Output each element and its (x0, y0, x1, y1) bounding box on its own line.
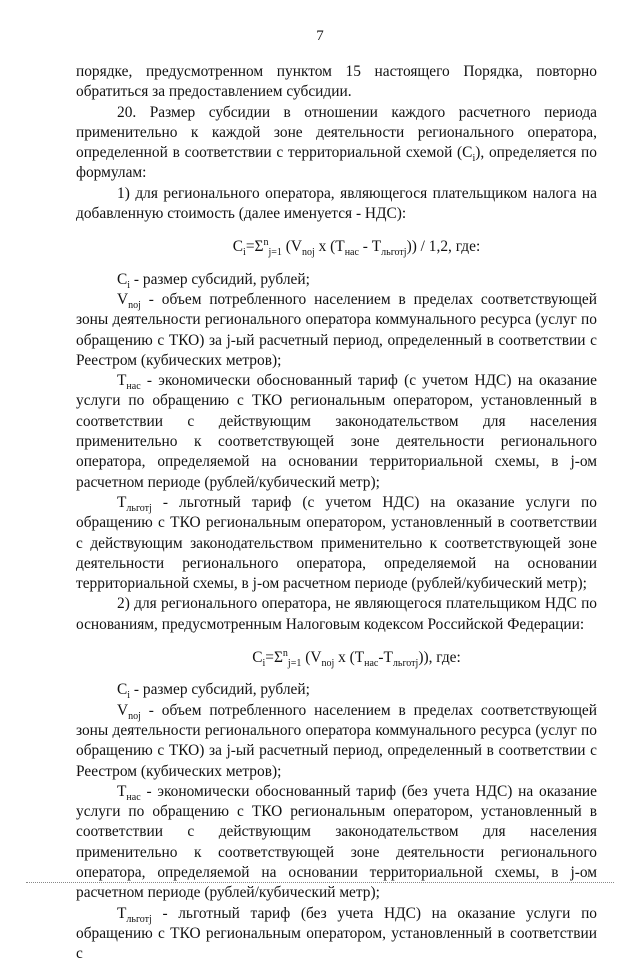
definition-t-lgot-2: $T_{льготj}$ - льготный тариф (без учета НДС) на оказание услуги по обращению с ТКО региональным оператором, установленный в соответствии с (76, 904, 597, 963)
definition-t-nas: $T_{нас}$ - экономически обоснованный тариф (с учетом НДС) на оказание услуги по обращению с ТКО региональным оператором, установленный в соответствии с действующим законодательством для населения применительно к соответствующей зоне деятельности регионального оператора, определяемой на основании территориальной схемы, в j-ом расчетном периоде (рублей/кубический метр); (76, 372, 597, 491)
page-bottom-line (26, 882, 614, 883)
document-body (76, 62, 597, 964)
definition-t-lgot: $T_{льготj}$ - льготный тариф (с учетом НДС) на оказание услуги по обращению с ТКО региональным оператором, установленный в соответствии с действующим законодательством применительно к соответствующей зоне деятельности регионального оператора, определяемой на основании территориальной схемы, в j-ом расчетном периоде (рублей/кубический метр); (76, 493, 597, 593)
paragraph-continuation: порядке, предусмотренном пунктом 15 настоящего Порядка, повторно обратиться за предоставлением субсидии. (76, 63, 597, 101)
paragraph-case-2: 2) для регионального оператора, не являющегося плательщиком НДС по основаниям, предусмотренным Налоговым кодексом Российской Федерации: (76, 595, 597, 633)
definition-v: $V_{noj}$ - объем потребленного населением в пределах соответствующей зоны деятельности регионального оператора коммунального ресурса (услуг по обращению с ТКО) за j-ый расчетный период, определенный в соответствии с Реестром (кубических метров); (76, 290, 597, 369)
definition-c: $C_i$ - размер субсидий, рублей; (117, 270, 310, 291)
formula-2: $C_i=\Sigma^n_{j=1}$ ($V_{noj}$ x $(T_{нас}-T_{льготj})$), где: (252, 647, 461, 670)
definition-v-2: $V_{noj}$ - объем потребленного населением в пределах соответствующей зоны деятельности регионального оператора коммунального ресурса (услуг по обращению с ТКО) за j-ый расчетный период, определенный в соответствии с Реестром (кубических метров); (76, 701, 597, 780)
page-number: 7 (316, 28, 324, 44)
definition-c-2: $C_i$ - размер субсидий, рублей; (117, 681, 310, 702)
formula-1: $C_i=\Sigma^n_{j=1}$ ($V_{noj}$ x $(T_{нас} - T_{льготj})) / 1,2$, где: (232, 237, 481, 259)
paragraph-case-1: 1) для регионального оператора, являющегося плательщиком налога на добавленную стоимость (далее именуется - НДС): (76, 184, 597, 223)
definition-t-nas-2: $T_{нас}$ - экономически обоснованный тариф (без учета НДС) на оказание услуги по обращению с ТКО региональным оператором, установленный в соответствии с действующим законодательством для населения применительно к соответствующей зоне деятельности регионального оператора, определяемой на основании территориальной схемы, в j-ом расчетном периоде (рублей/кубический метр); (76, 782, 597, 902)
paragraph-20: 20. Размер субсидии в отношении каждого расчетного периода применительно к каждой зоне деятельности регионального оператора, определенной в соответствии с территориальной схемой $(C_i)$, определяется по формулам: (76, 103, 597, 182)
